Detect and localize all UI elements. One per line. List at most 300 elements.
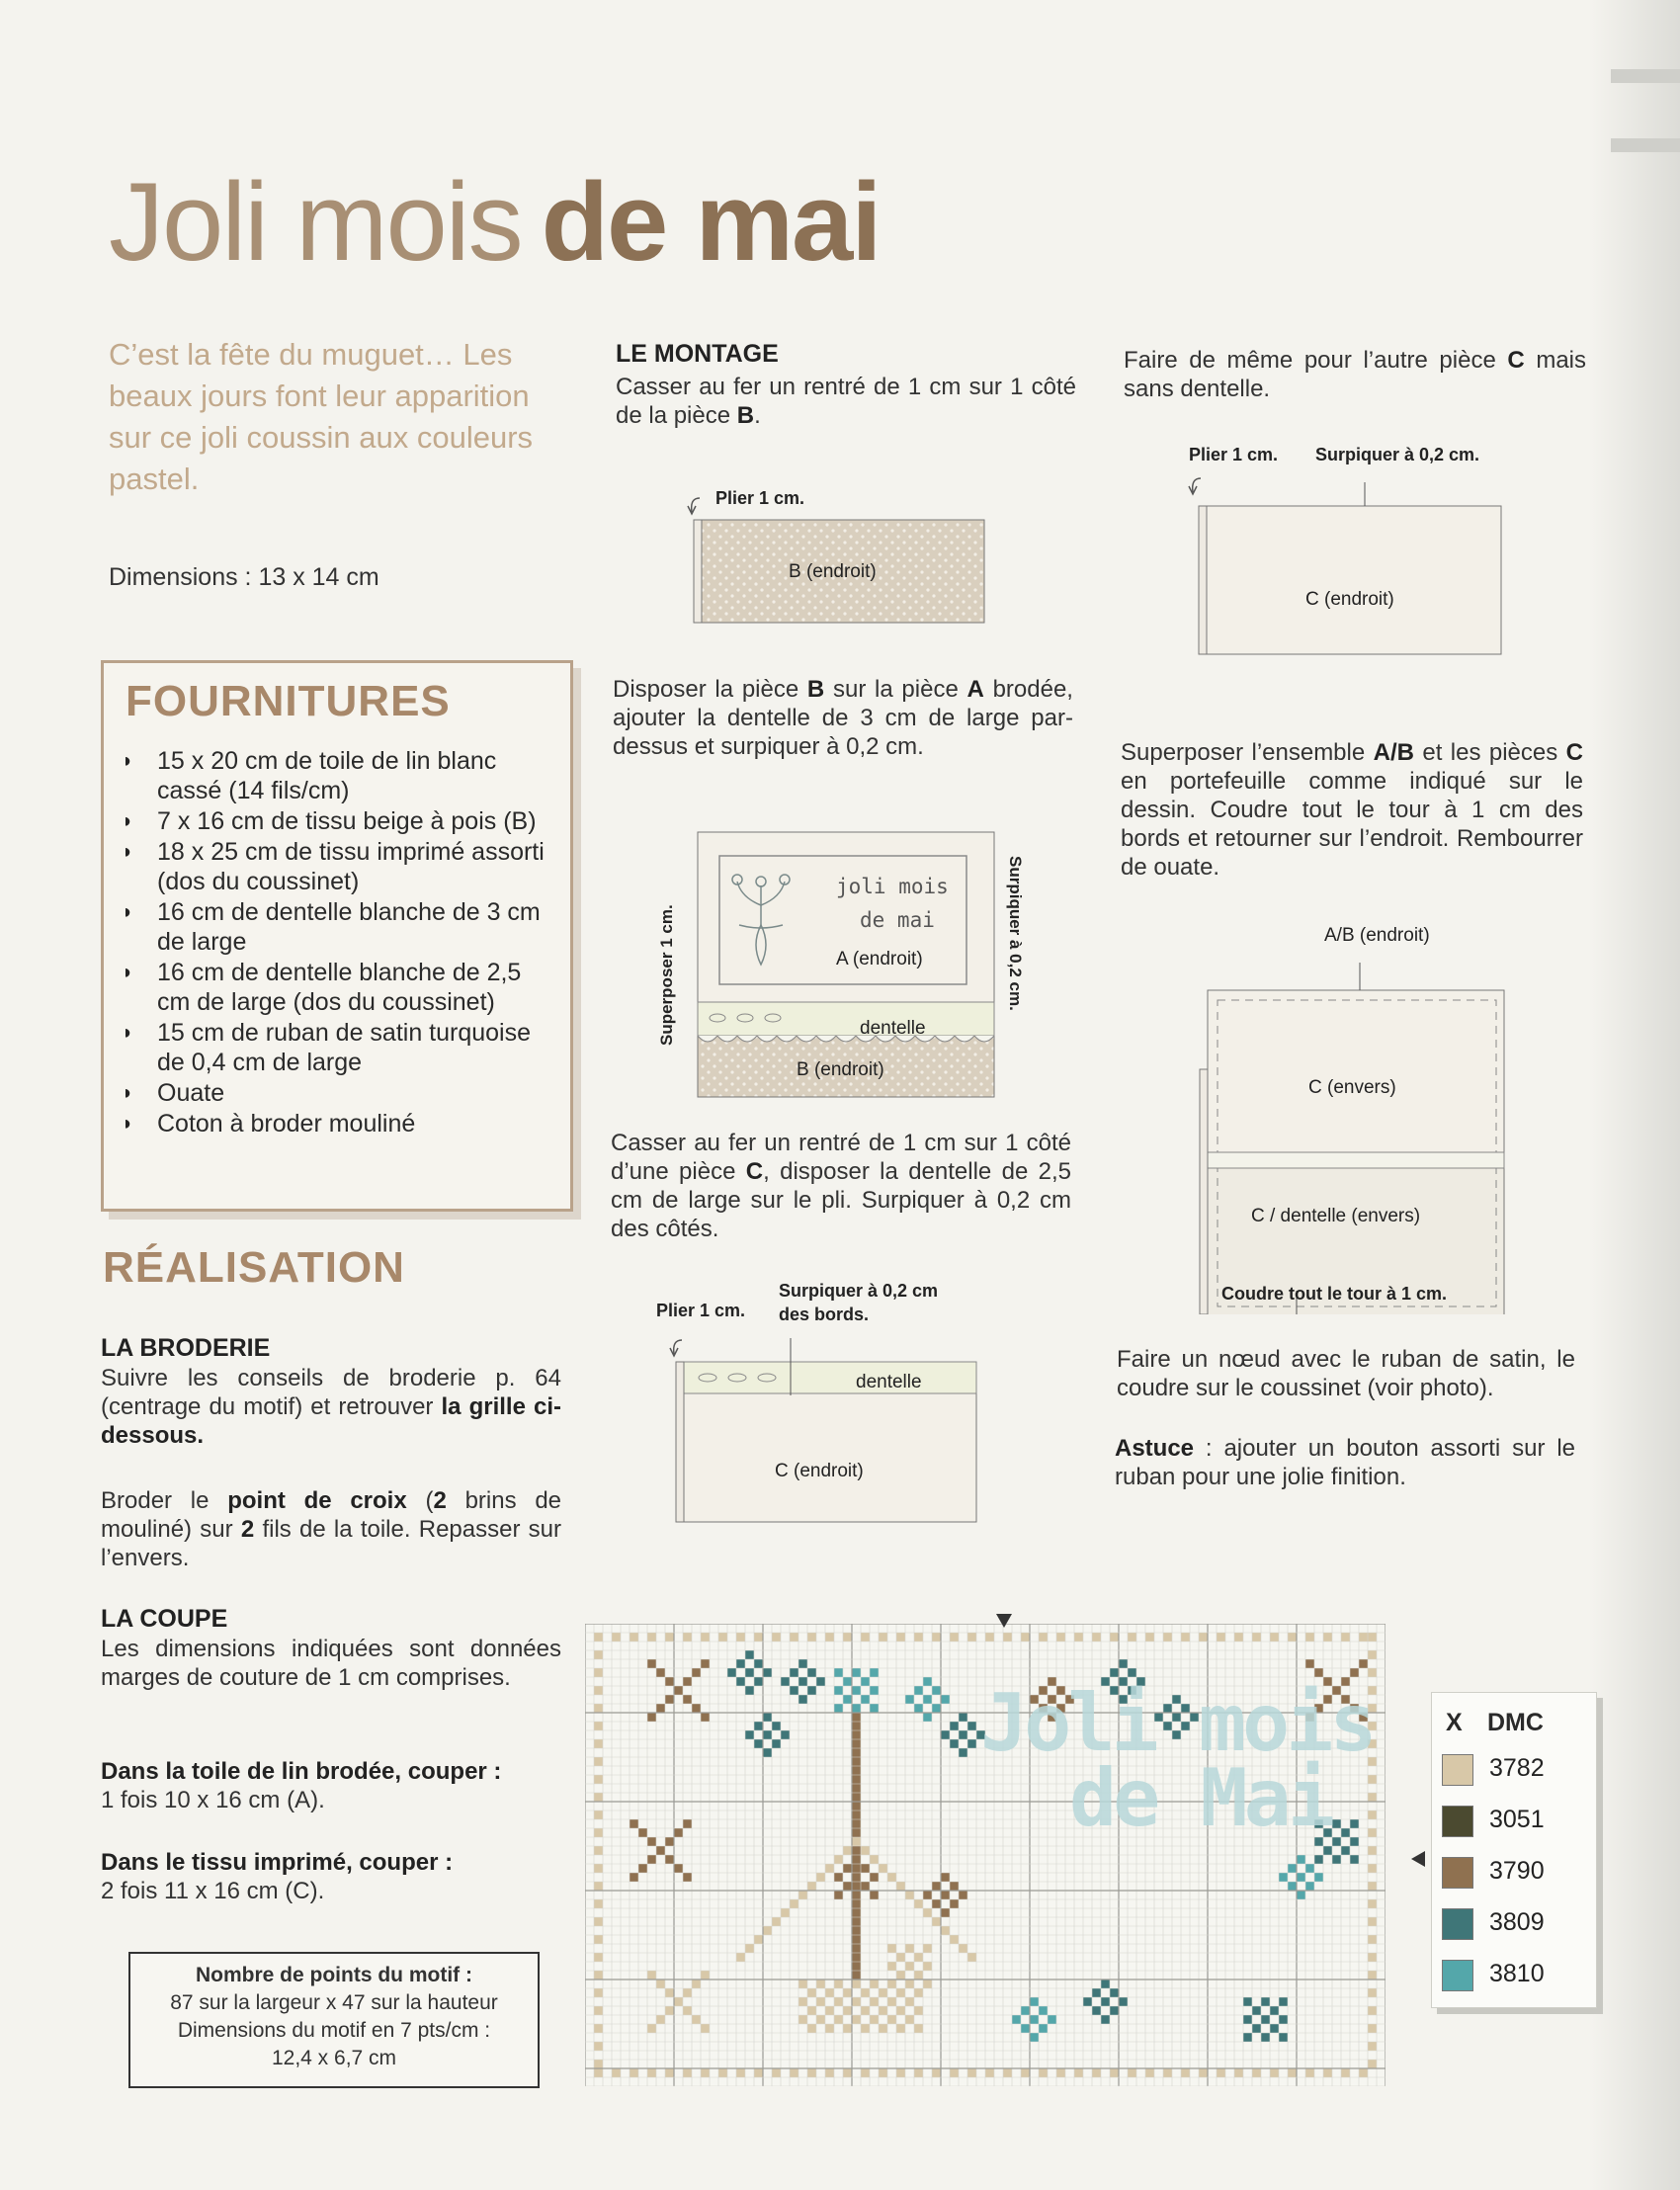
stitch-cell <box>798 1677 807 1686</box>
stitch-cell <box>843 1846 852 1855</box>
stitch-cell <box>754 1677 763 1686</box>
stitch-cell <box>905 1944 914 1953</box>
stitch-cell <box>1101 1979 1110 1988</box>
stitch-cell <box>1163 1633 1172 1642</box>
stitch-cell <box>852 1882 861 1891</box>
coupe-paragraph-2 <box>101 1757 561 1814</box>
list-item: ◗ Coton à broder mouliné <box>122 1109 556 1138</box>
stitch-cell <box>683 1633 692 1642</box>
stitch-cell <box>896 1882 905 1891</box>
text: 2 fois 11 x 16 cm (C). <box>101 1878 325 1904</box>
motif-info-line: 12,4 x 6,7 cm <box>271 2047 397 2069</box>
stitch-cell <box>896 1971 905 1979</box>
stitch-cell <box>1341 2068 1350 2077</box>
stitch-cell <box>1234 2068 1243 2077</box>
stitch-cell <box>932 1882 941 1891</box>
stitch-cell <box>852 1811 861 1819</box>
stitch-cell <box>736 1659 745 1668</box>
stitch-cell <box>656 1846 665 1855</box>
stitch-cell <box>1297 1855 1305 1864</box>
chart-title-line: de mai <box>860 908 935 932</box>
stitch-cell <box>914 2006 923 2015</box>
stitch-cell <box>959 1748 967 1757</box>
motif-info-title: Nombre de points du motif : <box>196 1964 472 1986</box>
stitch-cell <box>1314 1855 1323 1864</box>
stitch-cell <box>950 1935 959 1944</box>
stitch-cell <box>701 1713 710 1722</box>
stitch-cell <box>870 1873 879 1882</box>
stitch-cell <box>1110 1668 1119 1677</box>
stitch-cell <box>914 2068 923 2077</box>
stitch-cell <box>683 1873 692 1882</box>
stitch-cell <box>594 2068 603 2077</box>
text-bold: C <box>745 1158 764 1185</box>
stitch-cell <box>816 1677 825 1686</box>
page-edge-band <box>1611 138 1680 152</box>
stitch-cell <box>1305 2068 1314 2077</box>
stitch-cell <box>1039 2006 1048 2015</box>
stitch-cell <box>1368 1935 1377 1944</box>
stitch-cell <box>852 1775 861 1784</box>
stitch-cell <box>1368 1917 1377 1926</box>
stitch-cell <box>1092 1988 1101 1997</box>
stitch-cell <box>1368 1633 1377 1642</box>
stitch-cell <box>1243 2033 1252 2042</box>
stitch-cell <box>959 1891 967 1899</box>
stitch-cell <box>1128 2068 1136 2077</box>
stitch-cell <box>967 1722 976 1730</box>
stitch-cell <box>630 1633 638 1642</box>
stitch-cell <box>1368 1882 1377 1891</box>
stitch-cell <box>861 1864 870 1873</box>
realisation-title: RÉALISATION <box>103 1243 405 1292</box>
stitch-cell <box>594 1633 603 1642</box>
stitch-cell <box>914 1988 923 1997</box>
stitch-cell <box>887 2015 896 2024</box>
list-item: ◗ 16 cm de dentelle blanche de 2,5 cm de large (dos du coussinet) <box>122 958 556 1017</box>
stitch-cell <box>1368 1971 1377 1979</box>
stitch-cell <box>1368 2042 1377 2051</box>
stitch-cell <box>1003 2068 1012 2077</box>
stitch-cell <box>807 1633 816 1642</box>
stitch-cell <box>1030 2015 1039 2024</box>
diagram-label: C / dentelle (envers) <box>1251 1206 1421 1226</box>
stitch-cell <box>647 1837 656 1846</box>
stitch-cell <box>745 1686 754 1695</box>
stitch-cell <box>950 1633 959 1642</box>
stitch-cell <box>825 1633 834 1642</box>
stitch-cell <box>941 1695 950 1704</box>
stitch-cell <box>941 1926 950 1935</box>
stitch-cell <box>594 1757 603 1766</box>
stitch-cell <box>745 1650 754 1659</box>
stitch-cell <box>1128 1633 1136 1642</box>
diagram-assemble-ab <box>652 826 1038 1113</box>
diagram-label: B (endroit) <box>797 1059 884 1080</box>
stitch-cell <box>1341 1828 1350 1837</box>
stitch-cell <box>594 1846 603 1855</box>
stitch-cell <box>1368 1988 1377 1997</box>
stitch-cell <box>852 1668 861 1677</box>
stitch-cell <box>932 1704 941 1713</box>
stitch-cell <box>665 1855 674 1864</box>
chart-motif-text: Joli mois <box>980 1677 1374 1769</box>
stitch-cell <box>1279 1997 1288 2006</box>
stitch-cell <box>967 1633 976 1642</box>
broderie-title: LA BRODERIE <box>101 1334 271 1362</box>
stitch-cell <box>736 2068 745 2077</box>
stitch-cell <box>647 1659 656 1668</box>
stitch-cell <box>852 1757 861 1766</box>
stitch-cell <box>594 1739 603 1748</box>
stitch-cell <box>834 1855 843 1864</box>
stitch-cell <box>1279 2033 1288 2042</box>
motif-info-box <box>128 1952 540 2088</box>
stitch-cell <box>1368 2024 1377 2033</box>
legend-x-label: X <box>1446 1709 1463 1736</box>
stitch-cell <box>745 1668 754 1677</box>
stitch-cell <box>985 1633 994 1642</box>
stitch-cell <box>932 1917 941 1926</box>
stitch-cell <box>807 1882 816 1891</box>
astuce-paragraph <box>1115 1434 1575 1491</box>
diagram-label: A/B (endroit) <box>1324 925 1430 946</box>
diagram-fold-b <box>682 474 1008 632</box>
coupe-paragraph-3 <box>101 1848 561 1905</box>
legend-swatch <box>1442 1857 1473 1889</box>
stitch-cell <box>727 1668 736 1677</box>
stitch-cell <box>852 1891 861 1899</box>
stitch-cell <box>905 1979 914 1988</box>
dimensions-text: Dimensions : 13 x 14 cm <box>109 563 379 591</box>
text-bold: A/B <box>1373 739 1414 766</box>
stitch-cell <box>870 1891 879 1899</box>
stitch-cell <box>807 2068 816 2077</box>
stitch-cell <box>1332 1819 1341 1828</box>
stitch-cell <box>914 1704 923 1713</box>
text: . <box>754 402 761 429</box>
stitch-cell <box>852 1766 861 1775</box>
stitch-cell <box>772 1722 781 1730</box>
list-item: ◗ 16 cm de dentelle blanche de 3 cm de large <box>122 897 556 957</box>
stitch-cell <box>1101 1997 1110 2006</box>
text: en portefeuille comme indiqué sur le dessin. Coudre tout le tour à 1 cm des bords et retourner sur l’endroit. Rembourrer de ouate. <box>1121 768 1583 881</box>
stitch-cell <box>647 1971 656 1979</box>
diagram-label: Surpiquer à 0,2 cm. <box>1006 856 1025 1011</box>
chart-title-line: joli mois <box>836 875 949 898</box>
stitch-cell <box>852 1802 861 1811</box>
stitch-cell <box>843 1988 852 1997</box>
stitch-cell <box>781 1730 790 1739</box>
stitch-cell <box>1288 1864 1297 1873</box>
stitch-cell <box>852 1686 861 1695</box>
stitch-cell <box>843 1695 852 1704</box>
stitch-cell <box>1021 2006 1030 2015</box>
stitch-cell <box>790 1633 798 1642</box>
stitch-cell <box>861 1882 870 1891</box>
stitch-cell <box>1243 1997 1252 2006</box>
stitch-cell <box>923 1695 932 1704</box>
stitch-cell <box>736 1677 745 1686</box>
stitch-cell <box>1012 2015 1021 2024</box>
title-light: Joli mois <box>109 160 522 284</box>
stitch-cell <box>674 1864 683 1873</box>
stitch-cell <box>852 1971 861 1979</box>
stitch-cell <box>798 1659 807 1668</box>
stitch-cell <box>594 1828 603 1837</box>
stitch-cell <box>852 1953 861 1962</box>
stitch-cell <box>896 1988 905 1997</box>
stitch-cell <box>692 2015 701 2024</box>
stitch-cell <box>959 1730 967 1739</box>
stitch-cell <box>879 1988 887 1997</box>
stitch-cell <box>861 1846 870 1855</box>
stitch-cell <box>656 1979 665 1988</box>
stitch-cell <box>790 1686 798 1695</box>
stitch-cell <box>905 1695 914 1704</box>
stitch-cell <box>834 1873 843 1882</box>
page-edge-shadow <box>1591 0 1680 2190</box>
stitch-cell <box>1110 2006 1119 2015</box>
stitch-cell <box>1092 2006 1101 2015</box>
stitch-cell <box>852 1748 861 1757</box>
stitch-cell <box>674 1997 683 2006</box>
stitch-cell <box>1252 2068 1261 2077</box>
stitch-cell <box>1279 2015 1288 2024</box>
text-bold: point de croix <box>227 1487 407 1514</box>
text-bold: Dans la toile de lin brodée, couper : <box>101 1758 502 1785</box>
stitch-cell <box>825 2068 834 2077</box>
stitch-cell <box>754 1935 763 1944</box>
stitch-cell <box>852 1819 861 1828</box>
text-bold: 2 <box>433 1487 447 1514</box>
stitch-cell <box>852 1864 861 1873</box>
stitch-cell <box>807 1988 816 1997</box>
stitch-cell <box>870 1997 879 2006</box>
stitch-cell <box>683 1819 692 1828</box>
stitch-cell <box>834 1668 843 1677</box>
stitch-cell <box>923 1713 932 1722</box>
stitch-cell <box>843 2068 852 2077</box>
montage-paragraph-1 <box>616 373 1076 430</box>
legend-swatch <box>1442 1806 1473 1837</box>
legend-swatch <box>1442 1908 1473 1940</box>
stitch-cell <box>1110 1633 1119 1642</box>
stitch-cell <box>1074 2068 1083 2077</box>
stitch-cell <box>692 1668 701 1677</box>
stitch-cell <box>923 1979 932 1988</box>
stitch-cell <box>1297 1891 1305 1899</box>
stitch-cell <box>1217 2068 1225 2077</box>
stitch-cell <box>692 1979 701 1988</box>
stitch-cell <box>834 1891 843 1899</box>
stitch-cell <box>683 2006 692 2015</box>
stitch-cell <box>701 2024 710 2033</box>
stitch-cell <box>852 1837 861 1846</box>
stitch-cell <box>665 1837 674 1846</box>
text: , disposer la dentelle de 2,5 cm de large sur le pli. Surpiquer à 0,2 cm des côtés. <box>611 1158 1072 1242</box>
stitch-cell <box>950 1739 959 1748</box>
text: 1 fois 10 x 16 cm (A). <box>101 1787 325 1813</box>
stitch-cell <box>852 1828 861 1837</box>
stitch-cell <box>1252 2024 1261 2033</box>
stitch-cell <box>594 1882 603 1891</box>
diagram-label: des bords. <box>779 1305 870 1324</box>
diagram-label: Surpiquer à 0,2 cm <box>779 1281 939 1301</box>
stitch-cell <box>852 1873 861 1882</box>
stitch-cell <box>1288 1633 1297 1642</box>
stitch-cell <box>1128 1668 1136 1677</box>
stitch-cell <box>638 1828 647 1837</box>
stitch-cell <box>701 1971 710 1979</box>
stitch-cell <box>914 2024 923 2033</box>
stitch-cell <box>790 1899 798 1908</box>
stitch-cell <box>1350 1668 1359 1677</box>
stitch-cell <box>1314 1668 1323 1677</box>
stitch-cell <box>1297 1873 1305 1882</box>
stitch-cell <box>905 2015 914 2024</box>
stitch-cell <box>825 2024 834 2033</box>
stitch-cell <box>807 1668 816 1677</box>
diagram-label: dentelle <box>856 1372 922 1392</box>
stitch-cell <box>852 1899 861 1908</box>
stitch-cell <box>1350 1837 1359 1846</box>
stitch-cell <box>923 1891 932 1899</box>
page-title <box>109 158 880 286</box>
stitch-cell <box>1048 2015 1056 2024</box>
stitch-cell <box>967 1739 976 1748</box>
stitch-cell <box>745 1730 754 1739</box>
list-item: ◗ 18 x 25 cm de tissu imprimé assorti (dos du coussinet) <box>122 837 556 896</box>
stitch-cell <box>683 2068 692 2077</box>
stitch-cell <box>807 2006 816 2015</box>
text: brodée, ajouter la dentelle de 3 cm de large par-dessus et surpiquer à 0,2 cm. <box>613 676 1073 760</box>
stitch-cell <box>1056 2068 1065 2077</box>
stitch-cell <box>692 1704 701 1713</box>
stitch-cell <box>1368 1899 1377 1908</box>
stitch-cell <box>718 1633 727 1642</box>
stitch-cell <box>887 1997 896 2006</box>
stitch-cell <box>1350 1855 1359 1864</box>
stitch-cell <box>1305 1633 1314 1642</box>
stitch-cell <box>870 2015 879 2024</box>
stitch-cell <box>843 1882 852 1891</box>
stitch-cell <box>1305 1659 1314 1668</box>
diagram-label: C (endroit) <box>775 1461 864 1481</box>
stitch-cell <box>843 1864 852 1873</box>
stitch-cell <box>914 1633 923 1642</box>
stitch-cell <box>781 1908 790 1917</box>
center-marker-side <box>1411 1851 1425 1867</box>
stitch-cell <box>594 1971 603 1979</box>
legend-swatch <box>1442 1960 1473 1991</box>
text: et les pièces <box>1422 739 1558 766</box>
stitch-cell <box>914 1686 923 1695</box>
stitch-cell <box>923 1908 932 1917</box>
stitch-cell <box>665 2068 674 2077</box>
text: ( <box>425 1487 434 1514</box>
stitch-cell <box>701 2068 710 2077</box>
stitch-cell <box>647 2068 656 2077</box>
legend-dmc-number: 3809 <box>1489 1908 1545 1936</box>
stitch-cell <box>932 1633 941 1642</box>
stitch-cell <box>1199 2068 1208 2077</box>
stitch-cell <box>736 1633 745 1642</box>
stitch-cell <box>852 1997 861 2006</box>
legend-row <box>1432 1900 1590 1946</box>
stitch-cell <box>870 1704 879 1713</box>
diagram-label: Coudre tout le tour à 1 cm. <box>1221 1284 1448 1304</box>
stitch-cell <box>594 1704 603 1713</box>
stitch-cell <box>1305 1864 1314 1873</box>
stitch-cell <box>861 2006 870 2015</box>
text: Broder le <box>101 1487 210 1514</box>
stitch-cell <box>594 1722 603 1730</box>
stitch-cell <box>1110 1988 1119 1997</box>
stitch-cell <box>879 2024 887 2033</box>
stitch-cell <box>879 1633 887 1642</box>
montage-paragraph-2 <box>613 675 1073 761</box>
text: Suivre les conseils de broderie p. 64 (centrage du motif) et retrouver <box>101 1365 561 1420</box>
stitch-cell <box>861 1695 870 1704</box>
stitch-cell <box>1074 1633 1083 1642</box>
stitch-cell <box>852 1704 861 1713</box>
text-bold: B <box>736 402 755 429</box>
stitch-cell <box>1021 1633 1030 1642</box>
stitch-cell <box>950 1882 959 1891</box>
diagram-label: dentelle <box>860 1018 926 1039</box>
stitch-cell <box>781 1677 790 1686</box>
stitch-cell <box>754 1659 763 1668</box>
stitch-cell <box>807 1686 816 1695</box>
stitch-cell <box>1368 1650 1377 1659</box>
stitch-cell <box>852 1944 861 1953</box>
coupe-title: LA COUPE <box>101 1605 228 1633</box>
stitch-cell <box>1368 1828 1377 1837</box>
text-bold: A <box>966 676 984 703</box>
stitch-cell <box>1368 1811 1377 1819</box>
stitch-cell <box>1217 1633 1225 1642</box>
chart-motif-text: de Mai <box>1069 1752 1331 1844</box>
stitch-cell <box>896 1953 905 1962</box>
text-bold: C <box>1507 347 1525 374</box>
stitch-cell <box>594 1811 603 1819</box>
stitch-cell <box>612 1633 621 1642</box>
stitch-cell <box>772 2068 781 2077</box>
stitch-cell <box>905 1997 914 2006</box>
stitch-cell <box>1030 1997 1039 2006</box>
stitch-cell <box>950 1722 959 1730</box>
text-bold: B <box>806 676 825 703</box>
stitch-cell <box>932 1686 941 1695</box>
text: Superposer l’ensemble <box>1121 739 1366 766</box>
stitch-cell <box>1003 1633 1012 1642</box>
stitch-cell <box>852 1784 861 1793</box>
stitch-cell <box>763 1748 772 1757</box>
stitch-cell <box>879 2006 887 2015</box>
stitch-cell <box>861 1677 870 1686</box>
stitch-cell <box>905 1891 914 1899</box>
stitch-cell <box>1163 2068 1172 2077</box>
diagram-label: C (envers) <box>1308 1077 1396 1098</box>
stitch-cell <box>656 2015 665 2024</box>
stitch-cell <box>825 1988 834 1997</box>
fournitures-list <box>122 746 556 1139</box>
stitch-cell <box>594 1864 603 1873</box>
stitch-cell <box>665 1988 674 1997</box>
stitch-cell <box>798 1997 807 2006</box>
stitch-cell <box>772 1633 781 1642</box>
